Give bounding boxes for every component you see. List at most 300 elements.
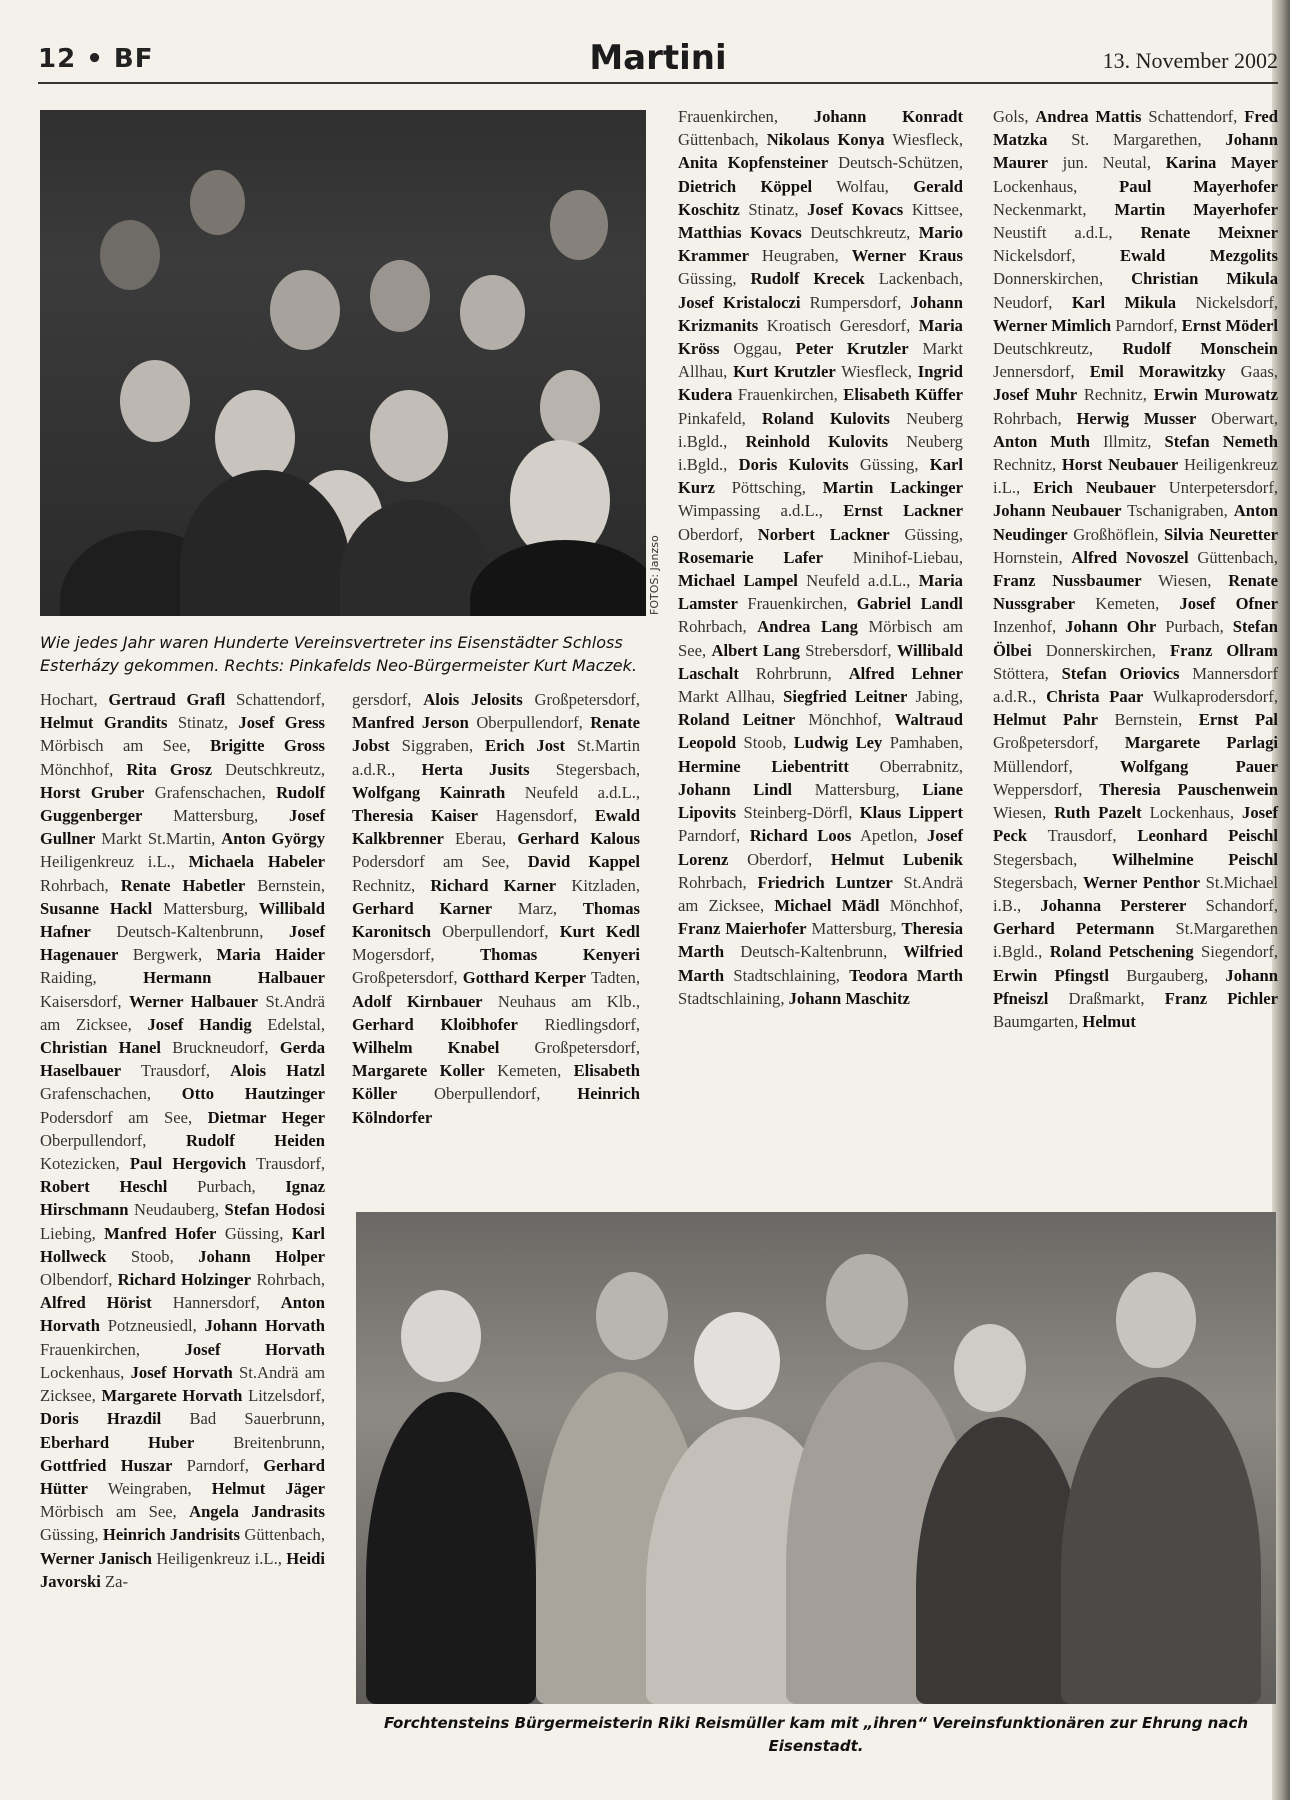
member-name: Martin Mayerhofer	[1114, 199, 1278, 219]
member-name: Hermine Liebentritt	[678, 756, 849, 776]
member-place: St.Andrä am Zicksee,	[40, 991, 325, 1034]
member-place: Baumgarten,	[993, 1011, 1079, 1031]
member-name: Doris Kulovits	[738, 455, 849, 475]
member-place: Kroatisch Geresdorf,	[766, 315, 911, 335]
member-name: Josef Horvath	[130, 1362, 233, 1382]
member-name: Paul Mayerhofer	[1119, 176, 1278, 196]
member-name: Renate Nussgraber	[993, 571, 1278, 614]
member-place: Markt Allhau,	[678, 687, 776, 707]
member-place: Donnerskirchen,	[1045, 640, 1156, 660]
member-place: St.Andrä am Zicksee,	[678, 872, 963, 915]
member-name: Gerhard Kloibhofer	[352, 1014, 518, 1034]
member-name: Norbert Lackner	[757, 524, 890, 544]
member-name: Heidi Javorski	[40, 1548, 325, 1591]
column-4	[993, 105, 1278, 1033]
member-place: Großpetersdorf,	[993, 733, 1099, 753]
member-name: Doris Hrazdil	[40, 1409, 162, 1429]
member-name: Kurt Krutzler	[733, 362, 836, 382]
member-place: Mogersdorf,	[352, 945, 435, 965]
member-name: Ewald Kalkbrenner	[352, 806, 640, 849]
member-name: Heinrich Jandrisits	[102, 1525, 241, 1545]
member-place: Purbach,	[197, 1177, 256, 1197]
member-place: Bernstein,	[1114, 710, 1183, 730]
member-name: Friedrich Luntzer	[757, 872, 893, 892]
member-place: Heiligenkreuz i.L.,	[40, 852, 175, 872]
member-name: Erich Jost	[484, 736, 565, 756]
member-name: Josef Hagenauer	[40, 922, 325, 965]
member-place: Neustift a.d.L,	[993, 223, 1113, 243]
member-place: Lackenbach,	[878, 269, 963, 289]
member-name: Otto Hautzinger	[181, 1084, 325, 1104]
member-name: Margarete Horvath	[101, 1386, 243, 1406]
member-name: Josef Kovacs	[807, 199, 904, 219]
member-place: Stadtschlaining,	[678, 988, 785, 1008]
member-name: Adolf Kirnbauer	[352, 991, 483, 1011]
member-place: Lockenhaus,	[1149, 803, 1234, 823]
member-name: Rudolf Monschein	[1122, 339, 1278, 359]
member-place: Kitzladen,	[571, 875, 640, 895]
member-name: Margarete Parlagi	[1124, 733, 1278, 753]
member-place: Frauenkirchen,	[678, 107, 778, 126]
member-place: Kaisersdorf,	[40, 991, 122, 1011]
member-place: Oberwart,	[1211, 408, 1278, 428]
member-place: Bergwerk,	[132, 945, 203, 965]
member-place: gersdorf,	[352, 690, 412, 709]
member-place: Trausdorf,	[256, 1154, 325, 1174]
member-name: Gabriel Landl	[856, 594, 964, 614]
member-place: Kemeten,	[497, 1061, 562, 1081]
member-name: Angela Jandrasits	[189, 1502, 326, 1522]
member-place: Siegendorf,	[1201, 942, 1279, 962]
member-place: Deutschkreutz,	[993, 339, 1093, 359]
member-name: Josef Kristaloczi	[678, 292, 801, 312]
member-name: Renate Meixner	[1140, 223, 1278, 243]
member-place: Mattersburg,	[173, 806, 259, 826]
member-name: Rudolf Krecek	[750, 269, 865, 289]
member-place: Güssing,	[40, 1525, 99, 1545]
member-place: Edelstal,	[267, 1014, 325, 1034]
member-name: Thomas Kenyeri	[480, 945, 640, 965]
member-name: Waltraud Leopold	[678, 710, 964, 753]
member-place: Kittsee,	[911, 199, 963, 219]
member-name: Gertraud Grafl	[108, 690, 226, 709]
member-place: Mönchhof,	[808, 710, 882, 730]
member-name: Ignaz Hirschmann	[40, 1177, 325, 1220]
member-place: Oberdorf,	[747, 849, 813, 869]
member-place: Mönchhof,	[889, 895, 963, 915]
member-name: Rudolf Heiden	[185, 1130, 325, 1150]
member-place: Frauenkirchen,	[737, 385, 838, 405]
issue-date: 13. November 2002	[1102, 48, 1278, 73]
member-name: Helmut	[1082, 1011, 1136, 1031]
member-name: Gotthard Kerper	[462, 968, 586, 988]
member-name: Josef Horvath	[184, 1339, 325, 1359]
member-name: Helmut Lubenik	[830, 849, 963, 869]
member-name: Peter Krutzler	[795, 339, 909, 359]
member-name: Renate Habetler	[120, 875, 246, 895]
page-number: 12 • BF	[38, 44, 154, 74]
member-place: Donnerskirchen,	[993, 269, 1104, 289]
member-place: Burgauberg,	[1126, 965, 1209, 985]
member-place: Stoob,	[130, 1246, 174, 1266]
member-name: Roland Kulovits	[762, 408, 890, 428]
member-place: Neufeld a.d.L.,	[524, 782, 641, 802]
member-name: Martin Lackinger	[822, 478, 963, 498]
member-name: Wilhelm Knabel	[352, 1038, 500, 1058]
member-place: St.Martin a.d.R.,	[352, 736, 640, 779]
member-name: Matthias Kovacs	[678, 223, 802, 243]
member-name: Hermann Halbauer	[143, 968, 325, 988]
member-name: Anton Horvath	[40, 1293, 326, 1336]
member-place: Rohrbach,	[40, 875, 109, 895]
member-name: Stefan Hodosi	[224, 1200, 325, 1220]
member-name: Leonhard Peischl	[1137, 826, 1278, 846]
member-place: Schattendorf,	[1148, 107, 1238, 126]
member-place: Rohrbach,	[678, 617, 747, 637]
member-place: Bernstein,	[257, 875, 325, 895]
member-place: Eberau,	[455, 829, 507, 849]
member-place: Güssing,	[904, 524, 964, 544]
member-place: Jabing,	[915, 687, 963, 707]
member-name: Susanne Hackl	[40, 898, 153, 918]
member-place: Olbendorf,	[40, 1270, 113, 1290]
member-place: Güssing,	[678, 269, 737, 289]
member-place: Großhöflein,	[1073, 524, 1159, 544]
member-name: Gottfried Huszar	[40, 1455, 173, 1475]
member-name: Stefan Ölbei	[993, 617, 1278, 660]
member-name: Michaela Habeler	[188, 852, 325, 872]
member-name: Dietrich Köppel	[678, 176, 813, 196]
member-name: Werner Halbauer	[129, 991, 258, 1011]
member-name: Silvia Neuretter	[1164, 524, 1279, 544]
member-name: Margarete Koller	[352, 1061, 485, 1081]
member-place: Oberpullendorf,	[476, 713, 583, 733]
member-name: Anton Muth	[993, 431, 1090, 451]
member-place: Bad Sauerbrunn,	[189, 1409, 325, 1429]
member-place: Wiesen,	[1158, 571, 1212, 591]
member-name: Herta Jusits	[421, 759, 530, 779]
member-place: Markt St.Martin,	[101, 829, 216, 849]
member-name: Werner Penthor	[1083, 872, 1200, 892]
member-name: Teodora Marth	[849, 965, 964, 985]
member-place: Güssing,	[859, 455, 919, 475]
member-place: St.Margarethen i.Bgld.,	[993, 919, 1278, 962]
member-name: Gerhard Karner	[352, 898, 493, 918]
member-name: Wilfried Marth	[678, 942, 963, 985]
member-place: Deutsch-Kaltenbrunn,	[740, 942, 888, 962]
member-place: Parndorf,	[678, 826, 741, 846]
member-place: Heiligenkreuz i.L.,	[156, 1548, 282, 1568]
member-place: Mörbisch am See,	[678, 617, 963, 660]
member-name: Erwin Murowatz	[1153, 385, 1279, 405]
member-name: Josef Gullner	[40, 806, 325, 849]
member-name: Kurt Kedl	[559, 922, 640, 942]
member-place: Podersdorf am See,	[40, 1107, 193, 1127]
member-place: Weingraben,	[107, 1478, 192, 1498]
member-place: Stadtschlaining,	[733, 965, 840, 985]
member-place: Großpetersdorf,	[534, 690, 640, 709]
top-photo-caption: Wie jedes Jahr waren Hunderte Vereinsvertreter ins Eisenstädter Schloss Esterházy gekommen. Rechts: Pinkafelds Neo-Bürgermeister Kurt Maczek.	[40, 633, 637, 675]
member-place: Güttenbach,	[244, 1525, 325, 1545]
member-place: Trausdorf,	[1047, 826, 1117, 846]
member-place: Potzneusiedl,	[107, 1316, 197, 1336]
honorees-photo	[356, 1212, 1276, 1704]
member-name: Robert Heschl	[40, 1177, 168, 1197]
member-place: Gaas,	[1240, 362, 1278, 382]
member-name: Josef Muhr	[993, 385, 1078, 405]
member-name: Manfred Jerson	[352, 713, 469, 733]
member-name: Erich Neubauer	[1033, 478, 1156, 498]
member-place: Deutsch-Kaltenbrunn,	[116, 922, 264, 942]
member-place: Marz,	[517, 898, 558, 918]
member-name: David Kappel	[527, 852, 641, 872]
member-name: Franz Ollram	[1169, 640, 1279, 660]
member-name: Renate Jobst	[352, 713, 640, 756]
member-name: Karl Kurz	[678, 455, 963, 498]
member-name: Ludwig Ley	[793, 733, 883, 753]
member-place: Jennersdorf,	[993, 362, 1075, 382]
member-place: Güttenbach,	[1197, 547, 1278, 567]
member-place: St.Andrä am Zicksee,	[40, 1362, 325, 1406]
member-place: Inzenhof,	[993, 617, 1057, 637]
member-name: Siegfried Leitner	[783, 687, 908, 707]
member-place: Oberpullendorf,	[442, 922, 549, 942]
member-name: Ernst Möderl	[1181, 315, 1278, 335]
member-name: Erwin Pfingstl	[993, 965, 1109, 985]
member-name: Franz Maierhofer	[678, 919, 807, 939]
member-place: Lockenhaus,	[993, 176, 1078, 196]
member-name: Gerhard Hütter	[40, 1455, 325, 1498]
member-name: Josef Lorenz	[678, 826, 963, 869]
member-name: Helmut Pahr	[993, 710, 1098, 730]
member-place: Rechnitz,	[1083, 385, 1147, 405]
member-name: Helmut Grandits	[40, 713, 168, 733]
member-name: Johann Holper	[198, 1246, 326, 1266]
member-name: Karina Mayer	[1165, 153, 1278, 173]
member-place: Tschanigraben,	[1127, 501, 1228, 521]
member-name: Alois Jelosits	[423, 690, 523, 709]
member-name: Christa Paar	[1046, 687, 1144, 707]
page-header	[38, 38, 1278, 88]
member-name: Ingrid Kudera	[678, 362, 963, 405]
member-place: Rechnitz,	[352, 875, 416, 895]
member-place: Litzelsdorf,	[248, 1386, 326, 1406]
member-place: Mönchhof,	[40, 759, 114, 779]
member-place: Stoob,	[743, 733, 787, 753]
member-place: Minihof-Liebau,	[852, 547, 963, 567]
member-place: Mattersburg,	[814, 779, 900, 799]
member-name: Andrea Lang	[757, 617, 858, 637]
member-place: Stegersbach,	[993, 872, 1078, 892]
member-name: Christian Hanel	[40, 1038, 161, 1058]
member-name: Willibald Laschalt	[678, 640, 963, 683]
member-name: Fred Matzka	[993, 107, 1278, 150]
member-name: Alfred Novoszel	[1071, 547, 1189, 567]
member-name: Gerhard Kalous	[517, 829, 640, 849]
member-name: Richard Karner	[430, 875, 557, 895]
member-name: Michael Mädl	[774, 895, 880, 915]
member-place: Unterpetersdorf,	[1168, 478, 1278, 498]
member-place: Oberpullendorf,	[434, 1084, 541, 1104]
member-place: Hornstein,	[993, 547, 1063, 567]
member-place: Deutsch-Schützen,	[838, 153, 963, 173]
member-name: Johanna Persterer	[1040, 895, 1187, 915]
member-place: Pamhaben,	[889, 733, 963, 753]
member-name: Roland Petschening	[1049, 942, 1194, 962]
member-name: Rudolf Guggenberger	[40, 782, 325, 826]
member-name: Wolfgang Kainrath	[352, 782, 506, 802]
member-place: Frauenkirchen,	[40, 1339, 140, 1359]
member-place: Rechnitz,	[993, 455, 1057, 475]
member-place: Parndorf,	[1115, 315, 1178, 335]
member-name: Johann Pfneiszl	[993, 965, 1278, 1008]
member-place: Markt Allhau,	[678, 339, 963, 382]
member-name: Richard Holzinger	[117, 1270, 252, 1290]
member-place: Oggau,	[733, 339, 782, 359]
member-name: Johann Ohr	[1065, 617, 1157, 637]
member-place: Stegersbach,	[555, 759, 641, 779]
member-place: Mörbisch am See,	[40, 1502, 177, 1522]
member-place: Lockenhaus,	[40, 1362, 125, 1382]
member-place: Stinatz,	[748, 199, 799, 219]
member-name: Elisabeth Köller	[352, 1061, 641, 1104]
member-name: Maria Haider	[216, 945, 325, 965]
member-name: Stefan Nemeth	[1164, 431, 1278, 451]
member-place: jun. Neutal,	[1062, 153, 1151, 173]
member-place: Breitenbrunn,	[233, 1432, 325, 1452]
member-place: Nickelsdorf,	[993, 246, 1076, 266]
member-place: Großpetersdorf,	[534, 1038, 640, 1058]
member-place: Kemeten,	[1095, 594, 1160, 614]
member-place: Wolfau,	[836, 176, 889, 196]
member-name: Gerald Koschitz	[678, 176, 963, 219]
member-name: Ernst Pal	[1198, 710, 1278, 730]
member-place: Deutschkreutz,	[810, 223, 911, 243]
member-name: Josef Peck	[993, 803, 1278, 846]
member-place: Neudorf,	[993, 292, 1053, 312]
member-name: Josef Handig	[147, 1014, 252, 1034]
member-place: Heugraben,	[761, 246, 839, 266]
member-name: Karl Hollweck	[40, 1223, 325, 1266]
member-place: Mannersdorf a.d.R.,	[993, 663, 1278, 707]
member-name: Dietmar Heger	[207, 1107, 325, 1127]
member-place: Müllendorf,	[993, 756, 1073, 776]
member-name: Paul Hergovich	[129, 1154, 247, 1174]
member-name: Liane Lipovits	[678, 779, 963, 823]
member-name: Johann Neubauer	[993, 501, 1122, 521]
member-name: Roland Leitner	[678, 710, 796, 730]
member-name: Manfred Hofer	[104, 1223, 217, 1243]
member-name: Christian Mikula	[1131, 269, 1278, 289]
member-name: Richard Loos	[749, 826, 852, 846]
member-name: Josef Ofner	[1179, 594, 1278, 614]
member-name: Franz Pichler	[1164, 988, 1278, 1008]
member-place: Oberpullendorf,	[40, 1130, 147, 1150]
member-place: Trausdorf,	[141, 1061, 210, 1081]
member-place: St. Margarethen,	[1071, 130, 1202, 150]
member-name: Brigitte Gross	[210, 736, 326, 756]
member-place: Bruckneudorf,	[172, 1038, 269, 1058]
member-name: Johann Horvath	[204, 1316, 325, 1336]
member-place: Riedlingsdorf,	[544, 1014, 640, 1034]
member-name: Karl Mikula	[1071, 292, 1177, 312]
member-place: Strebersdorf,	[805, 640, 892, 660]
member-place: Stöttera,	[993, 663, 1049, 683]
member-place: Liebing,	[40, 1223, 96, 1243]
member-name: Thomas Karonitsch	[352, 898, 641, 942]
member-name: Johann Konradt	[813, 107, 963, 126]
member-name: Johann Krizmanits	[678, 292, 963, 335]
member-place: Frauenkirchen,	[747, 594, 848, 614]
member-place: Schandorf,	[1205, 895, 1278, 915]
member-place: Oberdorf,	[678, 524, 743, 544]
member-place: Grafenschachen,	[40, 1084, 152, 1104]
member-place: Raiding,	[40, 968, 97, 988]
member-name: Werner Janisch	[40, 1548, 152, 1568]
member-name: Theresia Kaiser	[352, 806, 479, 826]
member-name: Horst Gruber	[40, 782, 145, 802]
member-name: Horst Neubauer	[1061, 455, 1179, 475]
member-name: Gerhard Petermann	[993, 919, 1155, 939]
section-title: Martini	[589, 38, 727, 78]
member-name: Rita Grosz	[126, 759, 212, 779]
member-place: Stegersbach,	[993, 849, 1078, 869]
member-place: Mattersburg,	[811, 919, 897, 939]
member-place: Hagensdorf,	[495, 806, 578, 826]
member-place: Neckenmarkt,	[993, 199, 1087, 219]
column-3	[678, 105, 963, 1010]
column-1	[40, 688, 325, 1593]
member-place: Za-	[105, 1571, 129, 1591]
member-name: Werner Kraus	[851, 246, 963, 266]
member-name: Reinhold Kulovits	[745, 431, 889, 451]
member-place: Rumpersdorf,	[809, 292, 902, 312]
member-place: Neuberg i.Bgld.,	[678, 408, 964, 451]
member-name: Theresia Pauschenwein	[1099, 779, 1278, 799]
member-name: Willibald Hafner	[40, 898, 325, 942]
member-place: Draßmarkt,	[1068, 988, 1145, 1008]
member-place: Hannersdorf,	[172, 1293, 260, 1313]
member-place: Mörbisch am See,	[40, 736, 191, 756]
member-name: Emil Morawitzky	[1089, 362, 1226, 382]
member-name: Eberhard Huber	[40, 1432, 195, 1452]
member-name: Maria Lamster	[678, 571, 963, 614]
member-name: Gerda Haselbauer	[40, 1038, 325, 1081]
member-place: Stinatz,	[177, 713, 229, 733]
member-name: Theresia Marth	[678, 919, 963, 962]
member-name: Wolfgang Pauer	[1120, 756, 1278, 776]
member-place: Siggraben,	[401, 736, 474, 756]
member-name: Rosemarie Lafer	[678, 547, 824, 567]
member-name: Helmut Jäger	[211, 1478, 325, 1498]
member-place: Wimpassing a.d.L.,	[678, 501, 823, 521]
member-name: Johann Maurer	[993, 130, 1278, 173]
member-place: Wiesen,	[993, 803, 1047, 823]
member-name: Anita Kopfensteiner	[678, 153, 829, 173]
member-name: Alfred Lehner	[848, 663, 963, 683]
member-place: Neufeld a.d.L.,	[806, 571, 911, 591]
member-place: Neudauberg,	[134, 1200, 219, 1220]
member-place: Wulkaprodersdorf,	[1152, 687, 1278, 707]
member-name: Herwig Musser	[1076, 408, 1197, 428]
member-place: Mattersburg,	[163, 898, 249, 918]
member-name: Nikolaus Konya	[766, 130, 885, 150]
member-place: Kotezicken,	[40, 1154, 120, 1174]
member-place: Großpetersdorf,	[352, 968, 458, 988]
member-name: Stefan Oriovics	[1061, 663, 1180, 683]
member-place: Pöttsching,	[731, 478, 806, 498]
member-place: Rohrbach,	[256, 1270, 325, 1290]
